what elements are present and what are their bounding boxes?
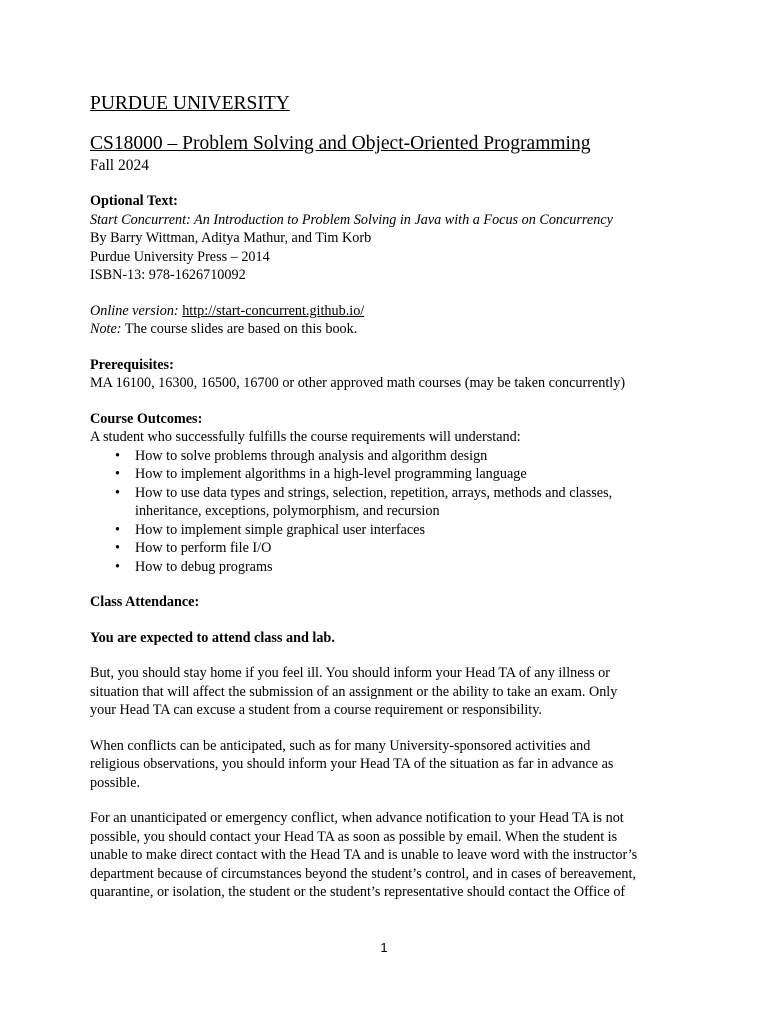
attendance-section xyxy=(90,593,690,902)
course-title: CS18000 – Problem Solving and Object-Oriented Programming xyxy=(90,133,591,154)
list-item xyxy=(115,521,690,540)
book-isbn: ISBN-13: 978-1626710092 xyxy=(90,267,246,283)
paragraph-line: When conflicts can be anticipated, such as for many University-sponsored activities and xyxy=(90,737,591,754)
attendance-heading: Class Attendance: xyxy=(90,594,200,610)
attendance-paragraph-3 xyxy=(90,809,690,902)
paragraph-line: For an unanticipated or emergency conflict, when advance notification to your Head TA is not xyxy=(90,810,624,826)
attendance-paragraph-1 xyxy=(90,664,690,720)
note-line xyxy=(90,320,690,339)
document-page xyxy=(90,92,690,902)
list-item-text: How to perform file I/O xyxy=(135,540,272,556)
list-item xyxy=(115,539,690,558)
paragraph-line: your Head TA can excuse a student from a course requirement or responsibility. xyxy=(90,702,542,718)
list-item xyxy=(115,447,690,466)
list-item xyxy=(115,484,690,521)
outcomes-heading: Course Outcomes: xyxy=(90,410,203,427)
bullet-icon: • xyxy=(115,447,120,464)
term: Fall 2024 xyxy=(90,157,149,174)
online-version-link[interactable]: http://start-concurrent.github.io/ xyxy=(182,302,365,319)
outcomes-list xyxy=(90,447,690,577)
bullet-icon: • xyxy=(115,484,120,501)
prerequisites-text: MA 16100, 16300, 16500, 16700 or other approved math courses (may be taken concurrently) xyxy=(90,375,626,391)
list-item-text-continued: inheritance, exceptions, polymorphism, and recursion xyxy=(135,503,440,519)
attendance-paragraph-2 xyxy=(90,737,690,793)
note-text: The course slides are based on this book. xyxy=(121,321,358,337)
list-item xyxy=(115,558,690,577)
online-version-label: Online version: xyxy=(90,302,179,319)
list-item-text: How to use data types and strings, selection, repetition, arrays, methods and classes, xyxy=(135,484,613,501)
university-title: PURDUE UNIVERSITY xyxy=(90,93,290,114)
paragraph-line: possible, you should contact your Head TA as soon as possible by email. When the student is xyxy=(90,828,618,845)
paragraph-line: But, you should stay home if you feel ill. You should inform your Head TA of any illness or xyxy=(90,665,610,681)
bullet-icon: • xyxy=(115,540,120,556)
list-item-text: How to implement algorithms in a high-level programming language xyxy=(135,466,527,482)
note-label: Note: xyxy=(90,321,122,337)
outcomes-section xyxy=(90,410,690,577)
list-item-text: How to solve problems through analysis and algorithm design xyxy=(135,447,488,464)
bullet-icon: • xyxy=(115,521,120,538)
attendance-expected: You are expected to attend class and lab. xyxy=(90,629,335,646)
list-item-text: How to implement simple graphical user interfaces xyxy=(135,521,425,538)
book-title: Start Concurrent: An Introduction to Problem Solving in Java with a Focus on Concurrency xyxy=(90,211,613,228)
paragraph-line: quarantine, or isolation, the student or the student’s representative should contact the Office of xyxy=(90,884,626,900)
page-number: 1 xyxy=(380,940,388,955)
list-item xyxy=(115,465,690,484)
book-authors: By Barry Wittman, Aditya Mathur, and Tim Korb xyxy=(90,230,372,246)
prerequisites-section xyxy=(90,356,690,393)
outcomes-intro: A student who successfully fulfills the course requirements will understand: xyxy=(90,429,521,445)
paragraph-line: unable to make direct contact with the Head TA and is unable to leave word with the instructor’s xyxy=(90,847,638,863)
optional-text-heading: Optional Text: xyxy=(90,193,178,209)
prerequisites-heading: Prerequisites: xyxy=(90,356,174,373)
paragraph-line: religious observations, you should inform your Head TA of the situation as far in advance as xyxy=(90,756,614,772)
online-version-line xyxy=(90,302,690,321)
paragraph-line: situation that will affect the submission of an assignment or the ability to take an exam. Only xyxy=(90,683,618,700)
list-item-text: How to debug programs xyxy=(135,558,273,575)
optional-text-section xyxy=(90,192,690,339)
bullet-icon: • xyxy=(115,558,120,575)
book-publisher: Purdue University Press – 2014 xyxy=(90,248,270,265)
paragraph-line: department because of circumstances beyond the student’s control, and in cases of bereavement, xyxy=(90,865,637,882)
bullet-icon: • xyxy=(115,466,120,482)
paragraph-line: possible. xyxy=(90,774,141,791)
